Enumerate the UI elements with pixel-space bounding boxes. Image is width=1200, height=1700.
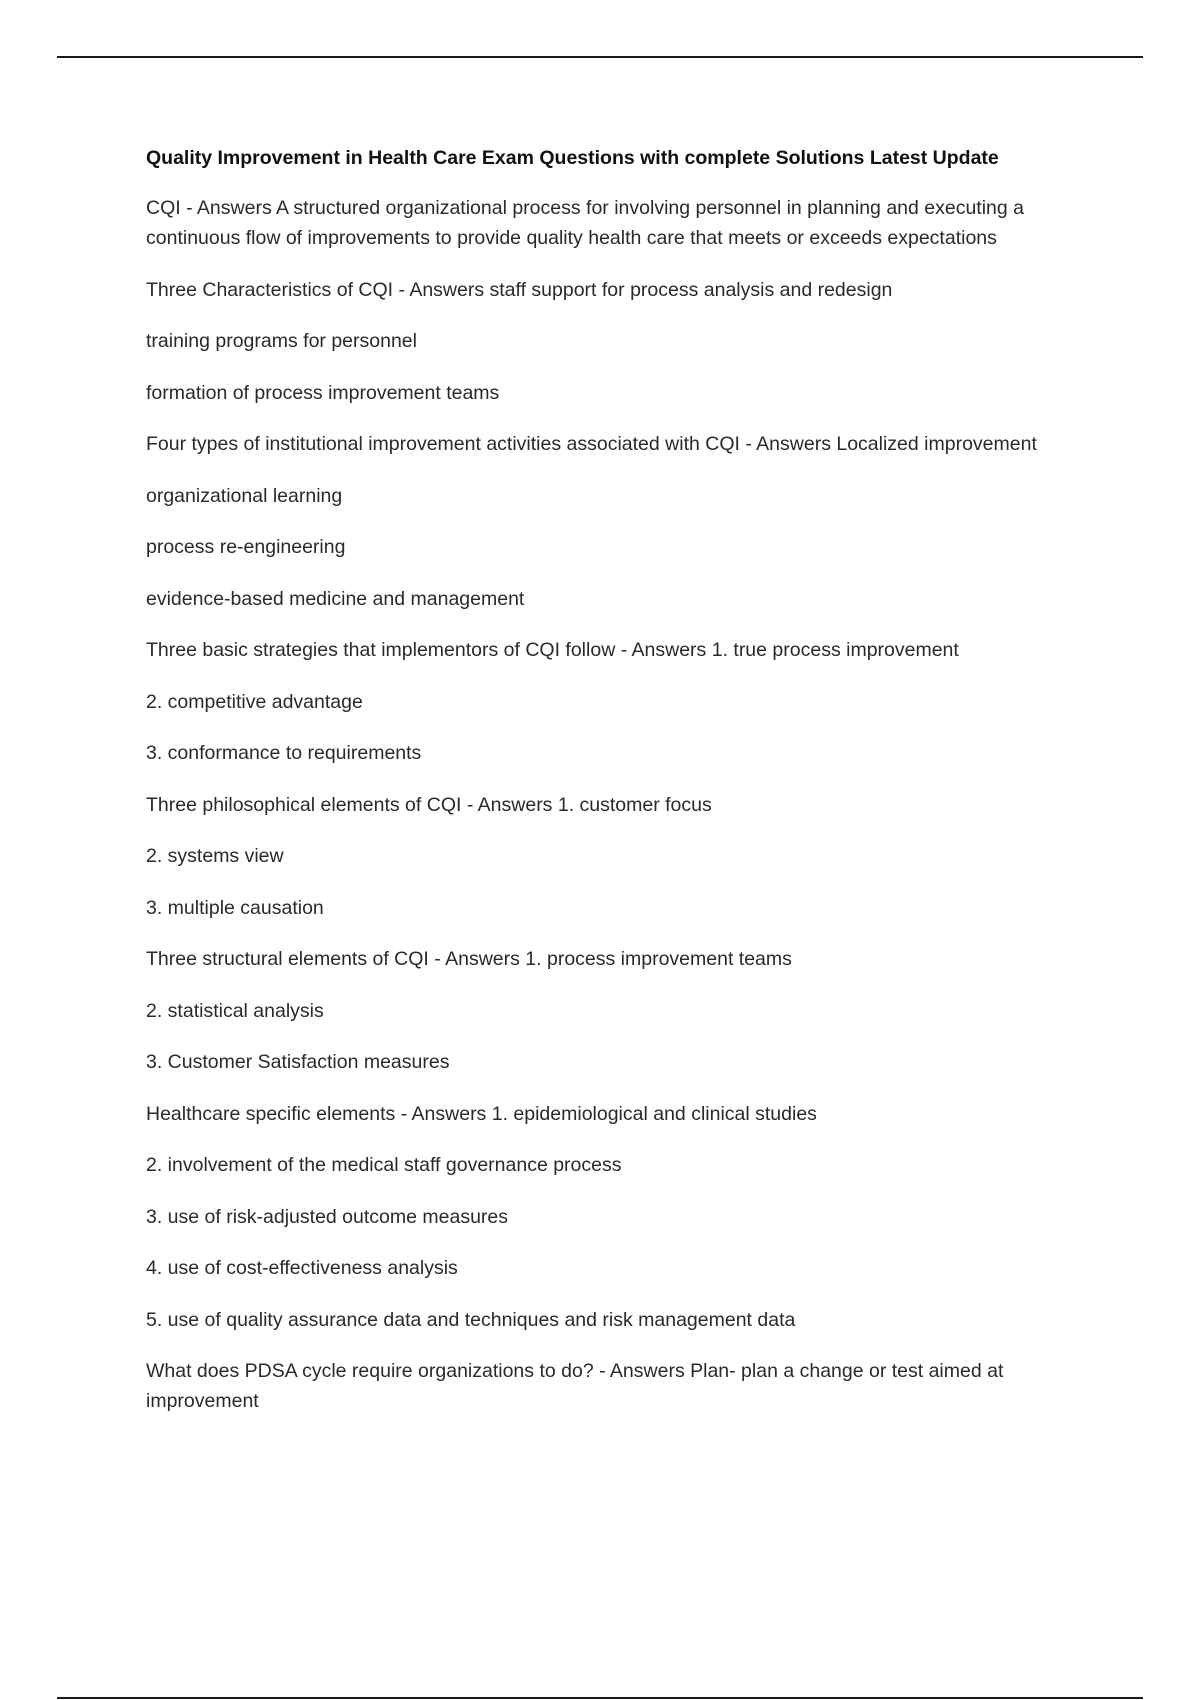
paragraph-customer-satisfaction: 3. Customer Satisfaction measures xyxy=(146,1051,450,1073)
paragraph-systems-view: 2. systems view xyxy=(146,845,284,867)
paragraph-institutional-activities: Four types of institutional improvement activities associated with CQI - Answers Localized improvement xyxy=(146,433,1037,455)
paragraph-cqi-definition: CQI - Answers A structured organizational process for involving personnel in planning and executing a continuous flow of improvements to provide quality health care that meets or exceeds expectations xyxy=(146,197,1025,249)
paragraph-multiple-causation: 3. multiple causation xyxy=(146,896,324,919)
paragraph-philosophical: Three philosophical elements of CQI - Answers 1. customer focus xyxy=(146,793,712,816)
paragraph-quality-assurance: 5. use of quality assurance data and techniques and risk management data xyxy=(146,1308,796,1331)
paragraph-structural: Three structural elements of CQI - Answers 1. process improvement teams xyxy=(146,948,792,970)
paragraph-training: training programs for personnel xyxy=(146,330,417,352)
paragraph-risk-adjusted: 3. use of risk-adjusted outcome measures xyxy=(146,1205,509,1228)
document-title: Quality Improvement in Health Care Exam Questions with complete Solutions Latest Update xyxy=(146,147,999,169)
paragraph-statistical-analysis: 2. statistical analysis xyxy=(146,999,324,1022)
paragraph-organizational-learning: organizational learning xyxy=(146,484,343,507)
paragraph-pdsa: What does PDSA cycle require organizations to do? - Answers Plan- plan a change or test aimed at improvement xyxy=(146,1360,1004,1412)
paragraph-conformance: 3. conformance to requirements xyxy=(146,742,422,764)
paragraph-medical-staff: 2. involvement of the medical staff governance process xyxy=(146,1154,622,1176)
paragraph-teams: formation of process improvement teams xyxy=(146,381,500,404)
paragraph-cost-effectiveness: 4. use of cost-effectiveness analysis xyxy=(146,1257,458,1279)
paragraph-re-engineering: process re-engineering xyxy=(146,536,346,558)
footer-rule xyxy=(57,1697,1143,1699)
qa-list xyxy=(146,193,1096,1416)
paragraph-characteristics: Three Characteristics of CQI - Answers staff support for process analysis and redesign xyxy=(146,278,893,301)
header-rule xyxy=(57,56,1143,58)
paragraph-strategies: Three basic strategies that implementors of CQI follow - Answers 1. true process improvement xyxy=(146,639,959,661)
paragraph-healthcare-elements: Healthcare specific elements - Answers 1. epidemiological and clinical studies xyxy=(146,1102,817,1125)
document-body xyxy=(146,143,1096,1438)
paragraph-evidence-based: evidence-based medicine and management xyxy=(146,587,525,610)
paragraph-competitive-advantage: 2. competitive advantage xyxy=(146,690,363,713)
